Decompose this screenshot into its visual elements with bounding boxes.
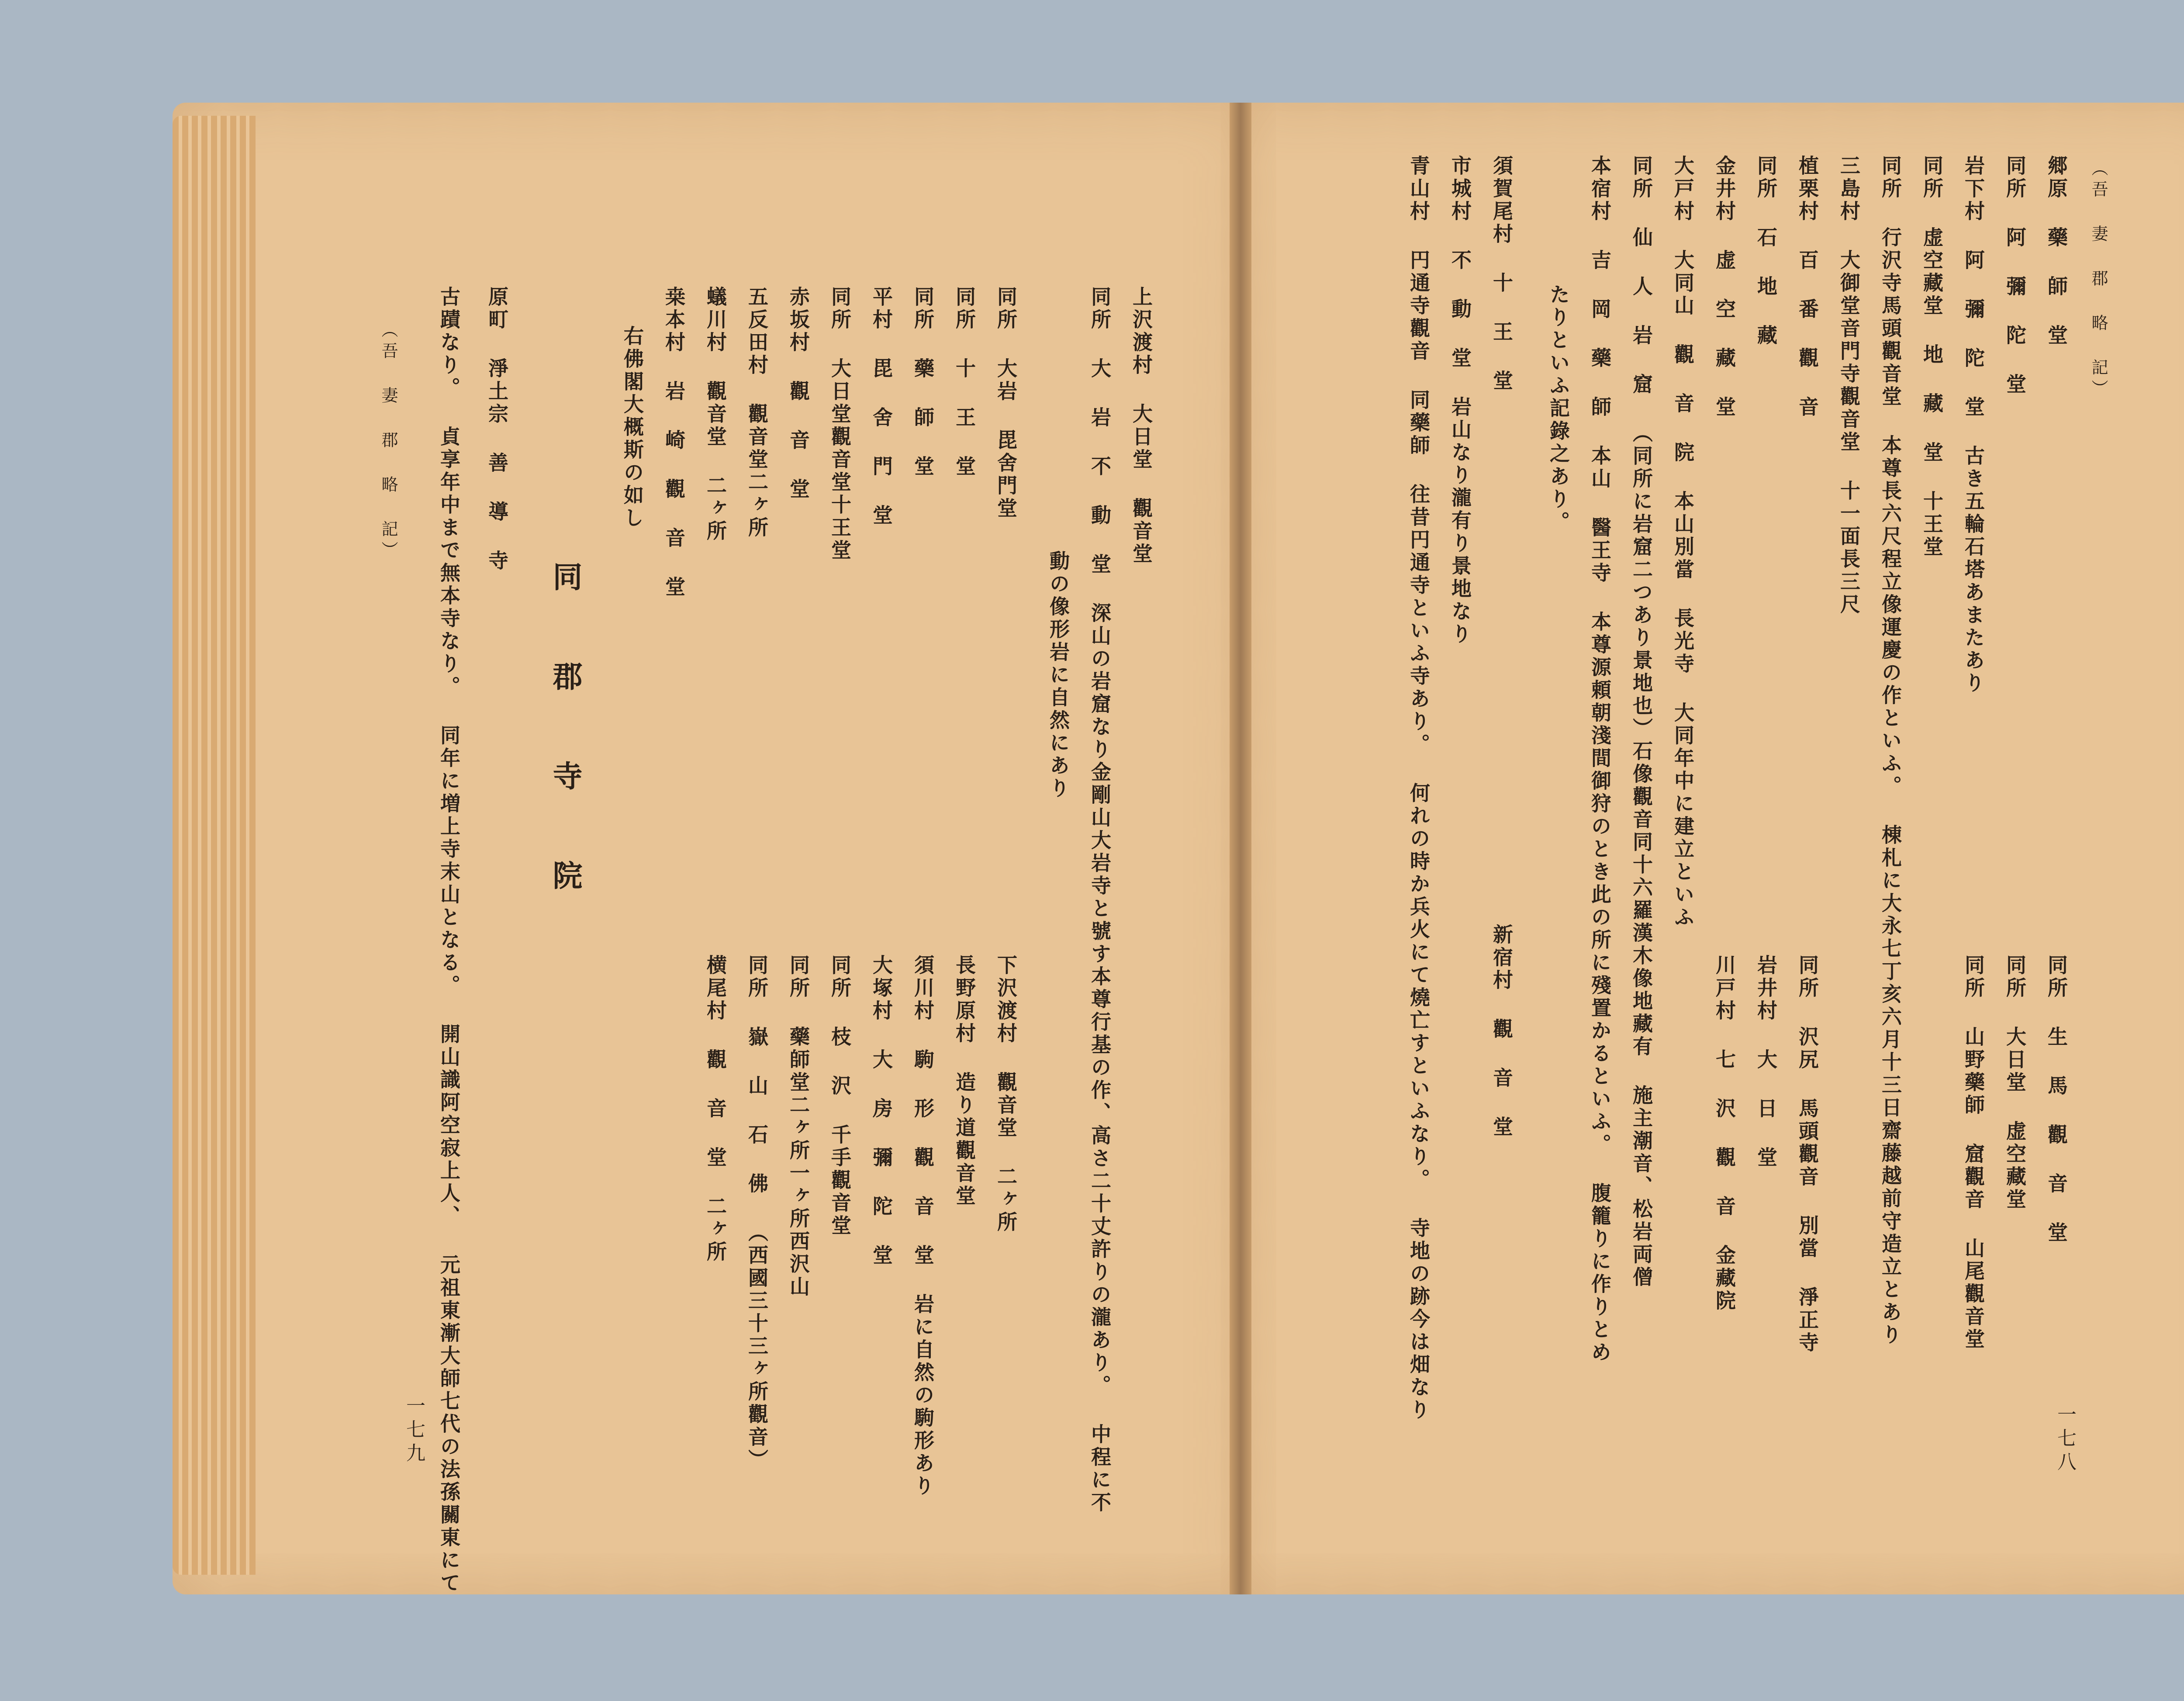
text-column-lower: 須川村 駒 形 觀 音 堂 岩に自然の駒形あり xyxy=(911,954,935,1498)
text-column-lower: 岩井村 大 日 堂 xyxy=(1754,954,1778,1169)
text-column: 本宿村 吉 岡 藥 師 本山 醫王寺 本尊源頼朝淺間御狩のとき此の所に殘置かるといふ。 腹籠りに作りとめ xyxy=(1588,155,1612,1364)
text-column: 須賀尾村 十 王 堂 xyxy=(1490,155,1514,393)
text-column: 金井村 虚 空 藏 堂 xyxy=(1713,155,1736,419)
text-column: 同所 阿 彌 陀 堂 xyxy=(2003,155,2027,396)
temple-column: 古蹟なり。 貞享年中まで無本寺なり。 同年に増上寺末山となる。 開山識阿空寂上人、 元祖東漸大師七代の法孫關東にて xyxy=(437,286,461,1595)
text-column: 同所 石 地 藏 xyxy=(1754,155,1778,347)
text-column-lower: 川戸村 七 沢 觀 音 金藏院 xyxy=(1713,954,1736,1313)
text-column-lower: 下沢渡村 觀音堂 二ヶ所 xyxy=(994,954,1018,1234)
text-column-lower: 同所 生 馬 觀 音 堂 xyxy=(2045,954,2068,1245)
text-column: 三島村 大御堂音門寺觀音堂 十一面長三尺 xyxy=(1837,155,1861,616)
text-column: 同所 仙 人 岩 窟 （同所に岩窟二つあり景地也）石像觀音同十六羅漢木像地藏有 施主潮音、松岩両僧 xyxy=(1630,155,1653,1289)
text-column: 同所 大 岩 不 動 堂 深山の岩窟なり金剛山大岩寺と號す本尊行基の作、高さ二十丈許りの瀧あり。 中程に不 xyxy=(1088,286,1112,1514)
text-column: 同所 大岩 毘舍門堂 xyxy=(994,286,1018,520)
page-edge xyxy=(173,116,256,1575)
text-column-lower: 同所 山野藥師 窟觀音 山尾觀音堂 xyxy=(1962,954,1985,1351)
text-column-lower: 同所 枝 沢 千手觀音堂 xyxy=(828,954,852,1238)
book-gutter xyxy=(1230,103,1251,1594)
text-column-lower: 大塚村 大 房 彌 陀 堂 xyxy=(870,954,893,1267)
text-column-lower: 長野原村 造り道觀音堂 xyxy=(953,954,976,1208)
text-column-lower: 新宿村 觀 音 堂 xyxy=(1490,924,1514,1139)
text-column: 同所 十 王 堂 xyxy=(953,286,976,478)
section-title: 同 郡 寺 院 xyxy=(548,561,583,907)
running-head-left: （吾 妻 郡 略 記） xyxy=(379,321,398,562)
text-column-lower: 同所 沢尻 馬頭觀音 別當 淨正寺 xyxy=(1796,954,1819,1355)
text-column: 動の像形岩に自然にあり xyxy=(1047,550,1070,800)
running-head-right: （吾 妻 郡 略 記） xyxy=(2089,159,2108,401)
text-column: 岩下村 阿 彌 陀 堂 古き五輪石塔あまたあり xyxy=(1962,155,1985,695)
page-number-right: 一七八 xyxy=(2054,1404,2076,1475)
text-column: 青山村 円通寺觀音 同藥師 往昔円通寺といふ寺あり。 何れの時か兵火にて燒亡すといふなり。 寺地の跡今は畑なり xyxy=(1407,155,1431,1422)
text-column: 植栗村 百 番 觀 音 xyxy=(1796,155,1819,419)
temple-column: 原町 淨土宗 善 導 寺 xyxy=(485,286,509,573)
text-column: 郷原 藥 師 堂 xyxy=(2045,155,2068,347)
text-column-lower: 同所 大日堂 虚空藏堂 xyxy=(2003,954,2027,1211)
text-column: 平村 毘 舍 門 堂 xyxy=(870,286,893,527)
text-column-lower: 横尾村 觀 音 堂 二ヶ所 xyxy=(704,954,727,1264)
right-page xyxy=(1241,103,2184,1594)
text-column: たりといふ記錄之あり。 xyxy=(1547,284,1570,534)
text-column: 蟻川村 觀音堂 二ヶ所 xyxy=(704,286,727,543)
text-column: 同所 大日堂觀音堂十王堂 xyxy=(828,286,852,562)
page-number-left: 一七九 xyxy=(403,1396,425,1466)
text-column: 赤坂村 觀 音 堂 xyxy=(787,286,810,501)
text-column: 五反田村 觀音堂二ヶ所 xyxy=(745,286,769,539)
book-spread xyxy=(173,103,2184,1594)
text-column: 同所 虚空藏堂 地 藏 堂 十王堂 xyxy=(1920,155,1944,559)
text-column: 大戸村 大同山 觀 音 院 本山別當 長光寺 大同年中に建立といふ xyxy=(1671,155,1695,929)
text-column: 桒本村 岩 崎 觀 音 堂 xyxy=(662,286,686,599)
text-column: 同所 行沢寺馬頭觀音堂 本尊長六尺程立像運慶の作といふ。 棟札に大永七丁亥六月十三日齋藤越前守造立とあり xyxy=(1879,155,1902,1347)
text-column: 市城村 不 動 堂 岩山なり瀧有り景地なり xyxy=(1448,155,1472,646)
text-column-lower: 同所 嶽 山 石 佛 （西國三十三ヶ所觀音） xyxy=(745,954,769,1472)
text-column-lower: 同所 藥師堂二ヶ所一ヶ所西沢山 xyxy=(787,954,810,1299)
text-column: 右佛閣大概斯の如し xyxy=(621,325,644,530)
text-column: 上沢渡村 大日堂 觀音堂 xyxy=(1130,286,1153,566)
text-column: 同所 藥 師 堂 xyxy=(911,286,935,478)
